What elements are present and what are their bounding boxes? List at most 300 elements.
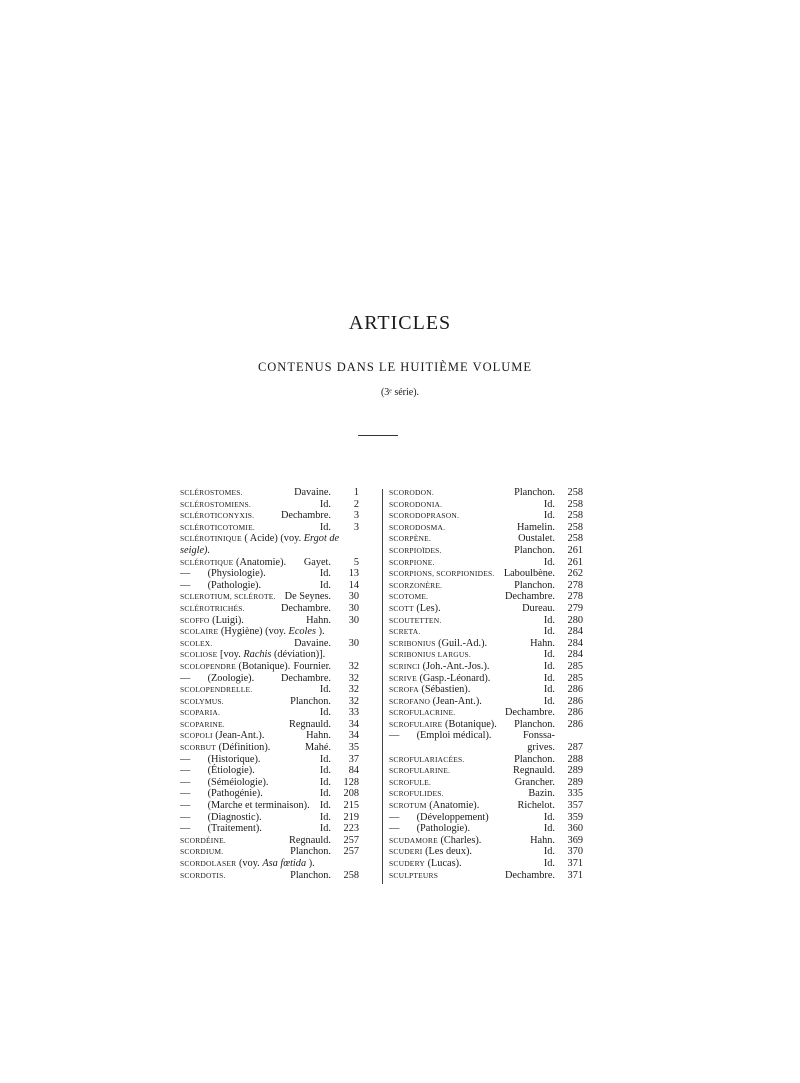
entry-attribution xyxy=(513,765,583,777)
entry-heading xyxy=(389,661,490,672)
entry-term: SCULPTEURS xyxy=(389,870,439,880)
entry-page: 84 xyxy=(348,765,359,777)
index-entry xyxy=(389,788,583,800)
entry-attribution xyxy=(505,870,583,882)
entry-author: Planchon. xyxy=(514,487,555,498)
entry-attribution xyxy=(290,846,359,858)
entry-attribution xyxy=(320,823,359,835)
entry-author: Id. xyxy=(543,858,555,869)
entry-attribution xyxy=(528,788,583,800)
entry-qualifier: (Charles). xyxy=(440,834,482,846)
entry-qualifier: (Diagnostic). xyxy=(207,811,262,823)
entry-term: SCORODOPRASON. xyxy=(389,511,460,521)
entry-attribution xyxy=(285,591,359,603)
entry-qualifier: (Luigi). xyxy=(212,614,244,626)
entry-term: SCOLIOSE xyxy=(180,650,218,660)
entry-term: SCOLAIRE xyxy=(180,627,219,637)
entry-term: SCUDAMORE xyxy=(389,835,438,845)
entry-attribution xyxy=(544,684,583,696)
ditto-dash: — xyxy=(180,753,191,765)
entry-page: 13 xyxy=(348,568,359,580)
entry-heading xyxy=(180,673,254,684)
entry-attribution xyxy=(514,487,583,499)
entry-heading xyxy=(389,835,481,846)
entry-attribution xyxy=(281,603,359,615)
index-entry xyxy=(389,719,583,731)
index-entry xyxy=(180,777,359,789)
entry-heading xyxy=(180,522,255,533)
entry-term: SCORDIUM. xyxy=(180,847,224,857)
entry-page: 278 xyxy=(567,591,583,603)
entry-attribution xyxy=(289,719,359,731)
entry-heading xyxy=(389,649,471,660)
entry-term: SCLÉROTICOTOMIE. xyxy=(180,522,255,532)
entry-page: 14 xyxy=(348,579,359,591)
entry-qualifier-end: (déviation)]. xyxy=(273,649,326,661)
index-entry xyxy=(180,638,359,650)
entry-heading xyxy=(389,696,482,707)
entry-term: SCRIVE xyxy=(389,673,417,683)
entry-qualifier: (Les). xyxy=(416,602,441,614)
entry-attribution xyxy=(530,638,583,650)
entry-page: 32 xyxy=(348,684,359,696)
entry-page: 30 xyxy=(348,614,359,626)
entry-page: 287 xyxy=(567,742,583,754)
entry-term: SCROFULACRINE. xyxy=(389,708,456,718)
entry-heading xyxy=(389,557,435,568)
index-entry xyxy=(389,510,583,522)
entry-attribution xyxy=(544,858,583,870)
index-entry xyxy=(389,870,583,882)
index-entry xyxy=(389,557,583,569)
entry-qualifier: (Pathologie). xyxy=(416,823,471,835)
entry-term: SCOLYMUS. xyxy=(180,696,224,706)
index-entry xyxy=(180,591,359,603)
entry-heading xyxy=(389,591,428,602)
entry-page: 258 xyxy=(567,510,583,522)
entry-attribution xyxy=(290,696,359,708)
entry-term: SCORODONIA. xyxy=(389,499,443,509)
entry-author: Bazin. xyxy=(528,788,555,800)
entry-page: 286 xyxy=(567,684,583,696)
index-entry xyxy=(180,580,359,592)
index-entry xyxy=(389,487,583,499)
entry-term: SCRETA. xyxy=(389,627,421,637)
entry-term: SCRIBONIUS xyxy=(389,638,436,648)
entry-author: Id. xyxy=(319,707,331,719)
entry-heading xyxy=(180,800,310,811)
entry-heading xyxy=(180,788,263,799)
entry-heading xyxy=(389,638,487,649)
entry-author: Id. xyxy=(319,684,331,696)
entry-heading xyxy=(389,823,470,834)
entry-heading xyxy=(389,673,490,684)
index-entry xyxy=(389,846,583,858)
entry-heading xyxy=(180,754,260,765)
entry-author: Hahn. xyxy=(306,730,331,742)
entry-heading xyxy=(180,638,212,649)
entry-qualifier: ( Acide) (voy. xyxy=(244,533,302,545)
entry-page: 30 xyxy=(348,602,359,614)
entry-term: SCLEROTIUM, SCLÉROTE. xyxy=(180,592,276,602)
page-subtitle: CONTENUS DANS LE HUITIÈME VOLUME xyxy=(257,360,533,374)
index-entry xyxy=(389,580,583,592)
index-entry xyxy=(180,557,359,569)
entry-term: SCROFULARIACÉES. xyxy=(389,754,465,764)
entry-attribution xyxy=(289,835,359,847)
entry-author: Fournier. xyxy=(293,660,331,672)
entry-heading xyxy=(389,568,494,579)
entry-author: Hahn. xyxy=(530,834,555,846)
entry-term: SCROTUM xyxy=(389,801,427,811)
entry-attribution xyxy=(320,788,359,800)
entry-heading xyxy=(180,835,226,846)
index-entry xyxy=(180,603,359,615)
entry-page: 5 xyxy=(353,556,359,568)
entry-page: 371 xyxy=(567,858,583,869)
entry-term: SCLÉROSTOMES. xyxy=(180,488,243,497)
entry-page: 284 xyxy=(567,637,583,649)
entry-qualifier: (Traitement). xyxy=(207,823,262,835)
entry-heading xyxy=(180,684,252,695)
entry-attribution xyxy=(320,765,359,777)
entry-attribution xyxy=(544,812,583,824)
entry-term: SCORZONÈRE. xyxy=(389,580,443,590)
entry-page: 37 xyxy=(348,753,359,765)
entry-heading xyxy=(180,626,325,637)
entry-qualifier: (Jean-Ant.). xyxy=(432,695,482,707)
entry-attribution xyxy=(544,649,583,661)
entry-term: SCORDOTIS. xyxy=(180,870,226,880)
entry-heading xyxy=(180,730,264,741)
entry-author: Id. xyxy=(543,846,555,858)
index-entry xyxy=(180,742,359,754)
entry-heading xyxy=(389,533,431,544)
entry-author: Richelot. xyxy=(517,800,555,812)
entry-author: Id. xyxy=(543,672,555,684)
entry-attribution xyxy=(514,580,583,592)
entry-term: SCOLOPENDRE xyxy=(180,661,236,671)
entry-attribution xyxy=(320,800,359,812)
entry-author: Planchon. xyxy=(514,544,555,556)
entry-heading xyxy=(180,510,254,521)
index-entry xyxy=(180,788,359,800)
index-entry xyxy=(180,696,359,708)
entry-author: Fonssa- xyxy=(522,730,555,742)
entry-author: Regnauld. xyxy=(288,834,331,846)
entry-term: SCORPIOÏDES. xyxy=(389,545,442,555)
entry-author: Id. xyxy=(319,823,331,835)
entry-term: SCORDOLASER xyxy=(180,859,237,868)
entry-term: SCROFANO xyxy=(389,696,431,706)
entry-author: Id. xyxy=(543,649,555,661)
index-entry xyxy=(389,835,583,847)
entry-attribution xyxy=(523,730,583,742)
entry-attribution xyxy=(281,510,359,522)
ditto-dash: — xyxy=(180,765,191,777)
index-entry xyxy=(180,510,359,522)
entry-qualifier: (Sébastien). xyxy=(421,684,471,696)
entry-attribution xyxy=(320,684,359,696)
entry-heading xyxy=(180,557,286,568)
entry-term: SCROFA xyxy=(389,685,419,695)
entry-qualifier: (voy. xyxy=(238,858,260,869)
entry-qualifier: (Hygiène) (voy. xyxy=(220,626,286,638)
index-entry xyxy=(180,823,359,835)
cross-reference: Asa fœtida xyxy=(262,858,307,869)
entry-term: SCUDERY xyxy=(389,859,425,868)
entry-page: 3 xyxy=(353,510,359,522)
entry-qualifier: (Pathologie). xyxy=(207,579,262,591)
index-entry xyxy=(180,846,359,858)
entry-author: Id. xyxy=(319,811,331,823)
index-entry xyxy=(389,812,583,824)
entry-attribution xyxy=(544,626,583,638)
index-entry xyxy=(389,626,583,638)
entry-heading xyxy=(389,510,459,521)
entry-attribution xyxy=(544,615,583,627)
index-entry xyxy=(389,800,583,812)
index-entry xyxy=(180,835,359,847)
index-entry xyxy=(389,858,583,870)
entry-term: SCOPOLI xyxy=(180,731,213,741)
entry-page: 258 xyxy=(567,533,583,545)
index-entry xyxy=(389,533,583,545)
entry-page: 34 xyxy=(348,730,359,742)
entry-term: SCOUTETTEN. xyxy=(389,615,442,625)
entry-attribution xyxy=(515,777,583,789)
entry-heading xyxy=(389,626,420,637)
entry-author: De Seynes. xyxy=(284,591,331,603)
index-entry xyxy=(389,754,583,766)
entry-page: 284 xyxy=(567,649,583,661)
index-entry xyxy=(389,649,583,661)
entry-page: 33 xyxy=(348,707,359,719)
ditto-dash: — xyxy=(389,811,400,823)
entry-term: SCORPIONS, SCORPIONIDES. xyxy=(389,569,495,579)
entry-heading xyxy=(389,684,470,695)
entry-qualifier: (Botanique). xyxy=(445,718,497,730)
entry-author: Dechambre. xyxy=(504,707,555,719)
entry-heading xyxy=(389,870,438,881)
entry-page: 359 xyxy=(567,811,583,823)
entry-author: Id. xyxy=(319,776,331,788)
entry-term: SCROFULIDES. xyxy=(389,789,444,799)
entry-page: 369 xyxy=(567,834,583,846)
ditto-dash: — xyxy=(180,579,191,591)
entry-attribution xyxy=(505,591,583,603)
entry-page: 288 xyxy=(567,753,583,765)
column-divider xyxy=(382,489,383,884)
entry-page: 370 xyxy=(567,846,583,858)
index-entry xyxy=(389,638,583,650)
entry-heading xyxy=(389,603,441,614)
entry-attribution xyxy=(530,835,583,847)
entry-page: 128 xyxy=(343,776,359,788)
entry-page: 34 xyxy=(348,718,359,730)
entry-page: 289 xyxy=(567,776,583,788)
entry-qualifier: (Guil.-Ad.). xyxy=(438,637,488,649)
cross-reference: Ergot de xyxy=(303,533,340,545)
page-title: ARTICLES xyxy=(348,312,452,334)
entry-heading xyxy=(389,719,497,730)
entry-author: Oustalet. xyxy=(518,533,555,545)
entry-qualifier: (Gasp.-Léonard). xyxy=(419,672,491,684)
entry-page: 208 xyxy=(343,788,359,800)
index-entry xyxy=(389,684,583,696)
entry-attribution xyxy=(320,499,359,511)
entry-author: Id. xyxy=(543,660,555,672)
entry-attribution xyxy=(517,522,583,534)
entry-page: 262 xyxy=(567,568,583,580)
index-entry xyxy=(180,649,359,661)
index-entry xyxy=(389,661,583,673)
entry-author: Id. xyxy=(319,753,331,765)
entry-heading xyxy=(180,707,220,718)
entry-author: Planchon. xyxy=(514,579,555,591)
entry-heading xyxy=(389,730,492,741)
entry-attribution xyxy=(518,533,583,545)
entry-heading xyxy=(180,499,251,510)
entry-heading xyxy=(389,812,489,823)
entry-author: Hamelin. xyxy=(516,521,555,533)
entry-qualifier: [voy. xyxy=(220,649,241,661)
entry-attribution xyxy=(518,800,583,812)
entry-heading xyxy=(389,615,441,626)
entry-page: 32 xyxy=(348,660,359,672)
entry-author: Id. xyxy=(543,684,555,696)
index-entry xyxy=(389,615,583,627)
entry-heading xyxy=(180,742,270,753)
entry-heading xyxy=(389,788,444,799)
entry-heading xyxy=(180,580,261,591)
index-entry xyxy=(180,661,359,673)
index-entry xyxy=(389,696,583,708)
entry-author: Davaine. xyxy=(294,487,331,498)
entry-attribution xyxy=(320,777,359,789)
entry-author: Davaine. xyxy=(294,637,331,649)
entry-author: Id. xyxy=(543,823,555,835)
entry-attribution xyxy=(544,557,583,569)
entry-author: Id. xyxy=(319,498,331,510)
entry-author: Planchon. xyxy=(290,869,331,881)
entry-attribution xyxy=(544,696,583,708)
entry-heading xyxy=(389,522,445,533)
entry-qualifier: (Étiologie). xyxy=(207,765,255,777)
entry-attribution xyxy=(320,568,359,580)
entry-page: 357 xyxy=(567,800,583,812)
entry-page: 258 xyxy=(567,487,583,498)
ditto-dash: — xyxy=(180,811,191,823)
entry-attribution xyxy=(290,870,359,882)
entry-attribution xyxy=(294,661,359,673)
entry-page: 335 xyxy=(567,788,583,800)
entry-term: SCORBUT xyxy=(180,743,216,753)
entry-attribution xyxy=(544,499,583,511)
entry-term: SCROFULARINE. xyxy=(389,766,451,776)
entry-attribution xyxy=(320,522,359,534)
index-entry xyxy=(180,754,359,766)
entry-attribution xyxy=(514,754,583,766)
entry-page: 35 xyxy=(348,742,359,754)
entry-author: Id. xyxy=(543,811,555,823)
entry-author: Laboulbène. xyxy=(503,568,555,580)
entry-attribution xyxy=(522,603,583,615)
index-entry xyxy=(180,719,359,731)
entry-author: Id. xyxy=(319,521,331,533)
entry-attribution xyxy=(544,846,583,858)
entry-author: Regnauld. xyxy=(512,765,555,777)
entry-heading xyxy=(180,812,262,823)
entry-author: Regnauld. xyxy=(288,718,331,730)
ditto-dash: — xyxy=(180,672,191,684)
index-entry xyxy=(180,870,359,882)
right-column xyxy=(389,487,583,881)
entry-heading xyxy=(180,846,223,857)
index-entry xyxy=(389,823,583,835)
entry-author: Mahé. xyxy=(304,742,331,754)
entry-heading xyxy=(180,823,262,834)
entry-author: Planchon. xyxy=(290,846,331,858)
entry-attribution xyxy=(320,754,359,766)
entry-qualifier: (Anatomie). xyxy=(236,556,287,568)
entry-page: 278 xyxy=(567,579,583,591)
entry-page: 258 xyxy=(567,521,583,533)
entry-qualifier: (Pathogénie). xyxy=(207,788,263,800)
ditto-dash: — xyxy=(180,776,191,788)
entry-author: Dechambre. xyxy=(504,591,555,603)
entry-attribution xyxy=(544,661,583,673)
entry-heading xyxy=(180,591,276,602)
entry-term: SCUDERI xyxy=(389,847,423,857)
index-entry xyxy=(180,730,359,742)
entry-page: 215 xyxy=(343,800,359,812)
entry-author: Id. xyxy=(543,614,555,626)
entry-author: Id. xyxy=(319,800,331,812)
entry-heading xyxy=(180,696,224,707)
entry-page: 257 xyxy=(343,846,359,858)
index-entry xyxy=(389,603,583,615)
entry-heading xyxy=(180,615,244,626)
entry-term: SCROFULE. xyxy=(389,777,432,787)
entry-author: Id. xyxy=(543,510,555,522)
entry-qualifier: (Lucas). xyxy=(427,858,462,869)
index-entry xyxy=(389,673,583,685)
entry-qualifier: (Séméiologie). xyxy=(207,776,269,788)
entry-heading xyxy=(389,846,472,857)
entry-attribution xyxy=(504,568,583,580)
entry-qualifier: (Développement) xyxy=(416,811,489,823)
series-note: (3ᵉ série). xyxy=(380,387,420,398)
entry-qualifier-end: ). xyxy=(308,858,315,869)
entry-term: SCORPÈNE. xyxy=(389,534,432,544)
ditto-dash: — xyxy=(180,800,191,812)
index-entry xyxy=(180,707,359,719)
entry-qualifier: (Joh.-Ant.-Jos.). xyxy=(422,660,490,672)
ditto-dash: — xyxy=(180,788,191,800)
entry-page: 30 xyxy=(348,637,359,649)
entry-page: 286 xyxy=(567,707,583,719)
index-entry xyxy=(180,765,359,777)
index-entry xyxy=(389,730,583,753)
entry-author: Dechambre. xyxy=(504,869,555,881)
entry-term: SCLÉROTIQUE xyxy=(180,557,234,567)
index-entry xyxy=(389,499,583,511)
entry-attribution xyxy=(320,707,359,719)
entry-heading xyxy=(180,719,225,730)
ditto-dash: — xyxy=(180,568,191,580)
entry-attribution xyxy=(544,673,583,685)
